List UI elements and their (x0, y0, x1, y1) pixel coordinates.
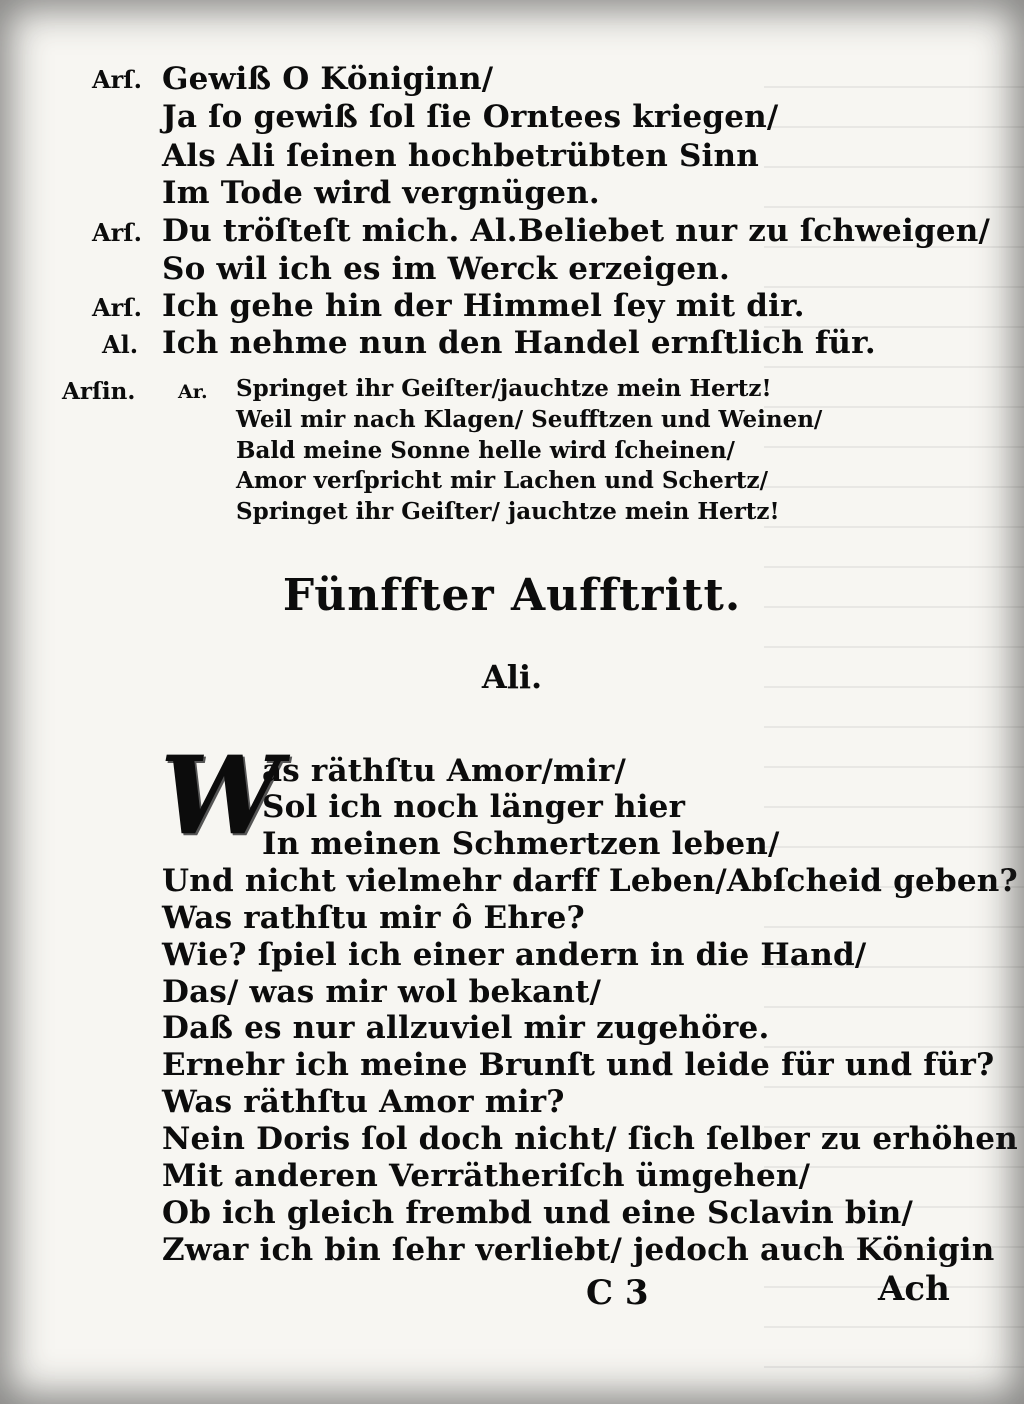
verse-line: Das/ was mir wol bekant/ (162, 974, 602, 1010)
catchword: Ach (878, 1269, 950, 1309)
verse-line: Wie? ſpiel ich einer andern in die Hand/ (162, 937, 867, 973)
verse-line: Was räthſtu Amor mir? (162, 1084, 565, 1120)
verse-line: Zwar ich bin ſehr verliebt/ jedoch auch Königin (162, 1232, 995, 1268)
scene-title: Fünffter Aufftritt. (282, 570, 742, 621)
verse-line: Was rathſtu mir ô Ehre? (162, 900, 585, 936)
verse-line: Mit anderen Verrätheriſch ümgehen/ (162, 1158, 811, 1194)
aria-line: Bald meine Sonne helle wird ſcheinen/ (236, 437, 735, 464)
verse-line: Ja ſo gewiß ſol ſie Orntees kriegen/ (162, 99, 779, 135)
aria-singer-label: Arſin. (62, 378, 136, 405)
verse-line: as räthſtu Amor/mir/ (262, 753, 627, 789)
verse-line: Nein Doris ſol doch nicht/ ſich ſelber zu erhöhen (162, 1121, 1018, 1157)
verse-line: Im Tode wird vergnügen. (162, 175, 600, 211)
verse-line: Und nicht vielmehr darff Leben/Abſcheid geben? (162, 863, 1018, 899)
verse-line: Ernehr ich meine Brunſt und leide für und für? (162, 1047, 995, 1083)
speaker-label: Arſ. (92, 218, 142, 247)
verse-line: Daß es nur allzuviel mir zugehöre. (162, 1010, 770, 1046)
aria-line: Amor verſpricht mir Lachen und Schertz/ (236, 467, 769, 494)
aria-line: Springet ihr Geiſter/jauchtze mein Hertz! (236, 375, 772, 402)
verse-line: Als Ali ſeinen hochbetrübten Sinn (162, 138, 760, 174)
scene-speaker: Ali. (481, 658, 543, 696)
verse-line: Du tröſteſt mich. Al.Beliebet nur zu ſchweigen/ (162, 213, 991, 249)
speaker-label: Arſ. (92, 65, 142, 94)
aria-line: Springet ihr Geiſter/ jauchtze mein Hertz! (236, 498, 780, 525)
verse-line: Sol ich noch länger hier (262, 789, 686, 825)
signature-mark: C 3 (586, 1273, 649, 1313)
verse-line: Ob ich gleich frembd und eine Sclavin bin/ (162, 1195, 914, 1231)
aria-line: Weil mir nach Klagen/ Seufftzen und Weinen/ (236, 406, 823, 433)
speaker-label: Al. (102, 330, 139, 359)
verse-line: Ich gehe hin der Himmel ſey mit dir. (162, 288, 805, 324)
verse-line: Gewiß O Königinn/ (162, 61, 494, 97)
verse-line: Ich nehme nun den Handel ernſtlich für. (162, 325, 876, 361)
verse-line: So wil ich es im Werck erzeigen. (162, 251, 730, 287)
aria-voice-label: Ar. (178, 381, 208, 403)
verse-line: In meinen Schmertzen leben/ (262, 826, 780, 862)
speaker-label: Arſ. (92, 293, 142, 322)
drop-cap: W (160, 733, 282, 859)
